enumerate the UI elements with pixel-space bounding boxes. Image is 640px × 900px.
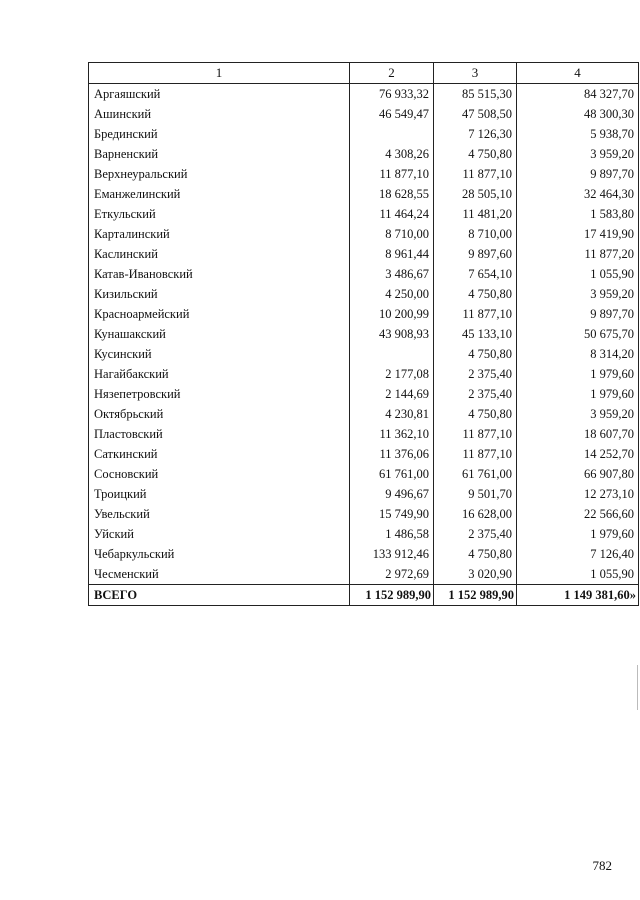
value-cell-col4: 84 327,70	[517, 84, 639, 105]
district-name-cell: Катав-Ивановский	[89, 264, 350, 284]
table-row	[89, 384, 639, 404]
value-cell-col2: 11 362,10	[350, 424, 434, 444]
value-cell-col2: 11 376,06	[350, 444, 434, 464]
district-name-cell: Троицкий	[89, 484, 350, 504]
value-cell-col4: 14 252,70	[517, 444, 639, 464]
table-row	[89, 284, 639, 304]
value-cell-col3: 4 750,80	[434, 404, 517, 424]
table-row	[89, 464, 639, 484]
table-row	[89, 344, 639, 364]
value-cell-col3: 9 501,70	[434, 484, 517, 504]
value-cell-col3: 4 750,80	[434, 284, 517, 304]
district-name-cell: Верхнеуральский	[89, 164, 350, 184]
table-row	[89, 564, 639, 585]
value-cell-col2: 8 961,44	[350, 244, 434, 264]
value-cell-col2: 9 496,67	[350, 484, 434, 504]
district-name-cell: Красноармейский	[89, 304, 350, 324]
district-name-cell: Карталинский	[89, 224, 350, 244]
value-cell-col2: 10 200,99	[350, 304, 434, 324]
district-name-cell: Чесменский	[89, 564, 350, 585]
district-name-cell: Варненский	[89, 144, 350, 164]
district-name-cell: Кусинский	[89, 344, 350, 364]
value-cell-col3: 4 750,80	[434, 344, 517, 364]
table-row	[89, 504, 639, 524]
value-cell-col3: 2 375,40	[434, 364, 517, 384]
value-cell-col3: 11 877,10	[434, 424, 517, 444]
value-cell-col2: 4 308,26	[350, 144, 434, 164]
district-name-cell: Аргаяшский	[89, 84, 350, 105]
table-row	[89, 144, 639, 164]
value-cell-col2: 2 177,08	[350, 364, 434, 384]
district-name-cell: Кизильский	[89, 284, 350, 304]
value-cell-col2: 133 912,46	[350, 544, 434, 564]
district-name-cell: Пластовский	[89, 424, 350, 444]
value-cell-col2: 4 250,00	[350, 284, 434, 304]
table-row	[89, 84, 639, 105]
value-cell-col4: 11 877,20	[517, 244, 639, 264]
value-cell-col2	[350, 344, 434, 364]
table-row	[89, 164, 639, 184]
district-name-cell: Саткинский	[89, 444, 350, 464]
total-value-cell-col3: 1 152 989,90	[434, 585, 517, 606]
table-header-row	[89, 63, 639, 84]
table-body	[89, 84, 639, 606]
value-cell-col4: 50 675,70	[517, 324, 639, 344]
district-name-cell: Брединский	[89, 124, 350, 144]
value-cell-col3: 8 710,00	[434, 224, 517, 244]
table-row	[89, 404, 639, 424]
table-row	[89, 364, 639, 384]
value-cell-col3: 2 375,40	[434, 524, 517, 544]
value-cell-col4: 1 055,90	[517, 264, 639, 284]
value-cell-col3: 47 508,50	[434, 104, 517, 124]
value-cell-col4: 48 300,30	[517, 104, 639, 124]
value-cell-col2: 11 877,10	[350, 164, 434, 184]
value-cell-col4: 9 897,70	[517, 304, 639, 324]
district-name-cell: Увельский	[89, 504, 350, 524]
value-cell-col2: 76 933,32	[350, 84, 434, 105]
value-cell-col4: 1 583,80	[517, 204, 639, 224]
column-header-1: 1	[89, 63, 350, 84]
value-cell-col4: 5 938,70	[517, 124, 639, 144]
table-row	[89, 304, 639, 324]
value-cell-col3: 7 654,10	[434, 264, 517, 284]
value-cell-col4: 17 419,90	[517, 224, 639, 244]
district-name-cell: Нязепетровский	[89, 384, 350, 404]
value-cell-col4: 1 055,90	[517, 564, 639, 585]
value-cell-col3: 11 877,10	[434, 444, 517, 464]
value-cell-col4: 1 979,60	[517, 384, 639, 404]
scan-margin-mark	[637, 665, 638, 710]
value-cell-col2: 4 230,81	[350, 404, 434, 424]
value-cell-col4: 1 979,60	[517, 524, 639, 544]
total-district-name-cell: ВСЕГО	[89, 585, 350, 606]
value-cell-col4: 8 314,20	[517, 344, 639, 364]
value-cell-col2: 11 464,24	[350, 204, 434, 224]
table-row	[89, 444, 639, 464]
value-cell-col3: 16 628,00	[434, 504, 517, 524]
table-row	[89, 324, 639, 344]
page-number: 782	[592, 858, 612, 873]
value-cell-col2: 61 761,00	[350, 464, 434, 484]
table-row	[89, 544, 639, 564]
district-name-cell: Кунашакский	[89, 324, 350, 344]
value-cell-col4: 7 126,40	[517, 544, 639, 564]
district-name-cell: Уйский	[89, 524, 350, 544]
table-row	[89, 244, 639, 264]
value-cell-col3: 3 020,90	[434, 564, 517, 585]
value-cell-col3: 45 133,10	[434, 324, 517, 344]
total-row	[89, 585, 639, 606]
value-cell-col3: 4 750,80	[434, 144, 517, 164]
value-cell-col4: 3 959,20	[517, 144, 639, 164]
value-cell-col2: 18 628,55	[350, 184, 434, 204]
budget-table	[88, 62, 639, 606]
district-name-cell: Еманжелинский	[89, 184, 350, 204]
district-name-cell: Каслинский	[89, 244, 350, 264]
value-cell-col3: 4 750,80	[434, 544, 517, 564]
value-cell-col3: 85 515,30	[434, 84, 517, 105]
table-row	[89, 224, 639, 244]
district-name-cell: Сосновский	[89, 464, 350, 484]
value-cell-col4: 1 979,60	[517, 364, 639, 384]
district-name-cell: Октябрьский	[89, 404, 350, 424]
value-cell-col3: 7 126,30	[434, 124, 517, 144]
value-cell-col2: 43 908,93	[350, 324, 434, 344]
value-cell-col2	[350, 124, 434, 144]
district-name-cell: Ашинский	[89, 104, 350, 124]
total-value-cell-col2: 1 152 989,90	[350, 585, 434, 606]
value-cell-col4: 32 464,30	[517, 184, 639, 204]
value-cell-col3: 11 481,20	[434, 204, 517, 224]
value-cell-col3: 9 897,60	[434, 244, 517, 264]
value-cell-col2: 2 972,69	[350, 564, 434, 585]
value-cell-col4: 3 959,20	[517, 404, 639, 424]
value-cell-col2: 3 486,67	[350, 264, 434, 284]
value-cell-col4: 9 897,70	[517, 164, 639, 184]
value-cell-col2: 2 144,69	[350, 384, 434, 404]
column-header-3: 3	[434, 63, 517, 84]
value-cell-col3: 2 375,40	[434, 384, 517, 404]
value-cell-col3: 28 505,10	[434, 184, 517, 204]
value-cell-col4: 18 607,70	[517, 424, 639, 444]
value-cell-col2: 8 710,00	[350, 224, 434, 244]
district-name-cell: Нагайбакский	[89, 364, 350, 384]
value-cell-col4: 3 959,20	[517, 284, 639, 304]
table-row	[89, 524, 639, 544]
value-cell-col4: 66 907,80	[517, 464, 639, 484]
table-row	[89, 484, 639, 504]
district-name-cell: Чебаркульский	[89, 544, 350, 564]
value-cell-col3: 61 761,00	[434, 464, 517, 484]
table-row	[89, 104, 639, 124]
district-name-cell: Еткульский	[89, 204, 350, 224]
total-value-cell-col4: 1 149 381,60»	[517, 585, 639, 606]
column-header-2: 2	[350, 63, 434, 84]
column-header-4: 4	[517, 63, 639, 84]
value-cell-col2: 46 549,47	[350, 104, 434, 124]
value-cell-col3: 11 877,10	[434, 164, 517, 184]
table-row	[89, 424, 639, 444]
value-cell-col2: 1 486,58	[350, 524, 434, 544]
value-cell-col4: 12 273,10	[517, 484, 639, 504]
table-row	[89, 184, 639, 204]
value-cell-col3: 11 877,10	[434, 304, 517, 324]
table-row	[89, 204, 639, 224]
value-cell-col4: 22 566,60	[517, 504, 639, 524]
value-cell-col2: 15 749,90	[350, 504, 434, 524]
table-row	[89, 264, 639, 284]
table-row	[89, 124, 639, 144]
